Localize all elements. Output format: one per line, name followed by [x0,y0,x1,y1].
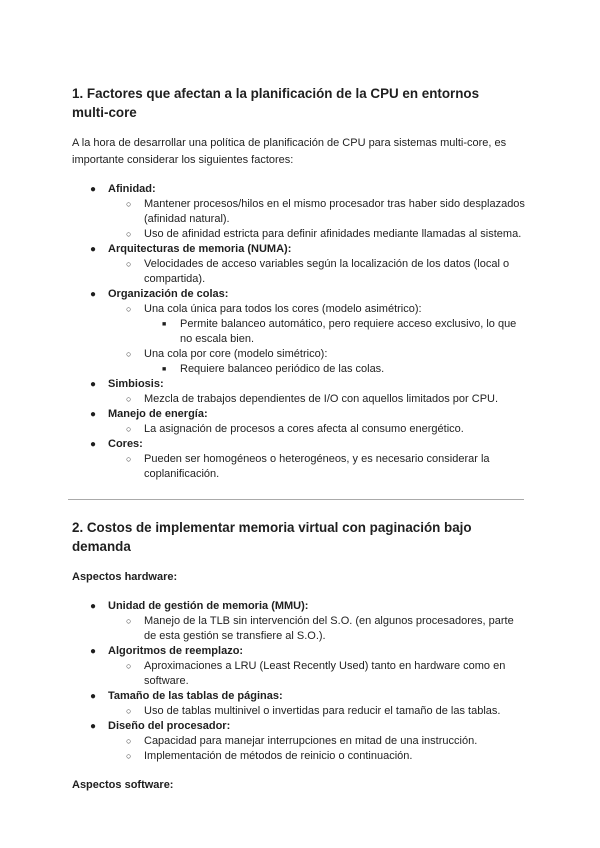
list-item [72,362,528,377]
list-item [72,734,528,749]
bullet-circle-icon: ○ [126,454,132,464]
list-item [72,422,528,437]
list-item [72,302,528,317]
document-body [72,84,528,793]
list-item-label: Simbiosis: [108,378,164,390]
list-item-label: Organización de colas: [108,288,229,300]
list-item-text: La asignación de procesos a cores afecta al consumo energético. [144,423,464,435]
list-item-text: Implementación de métodos de reinicio o continuación. [144,750,413,762]
list-item [72,257,528,287]
list-item-text: Capacidad para manejar interrupciones en mitad de una instrucción. [144,735,478,747]
bullet-circle-icon: ○ [126,304,132,314]
list-item [72,287,528,302]
bullet-disc-icon: ● [90,439,97,450]
list-item [72,689,528,704]
list-item-text: Pueden ser homogéneos o heterogéneos, y es necesario considerar la coplanificación. [144,453,490,480]
list-item [72,749,528,764]
hardware-list [72,599,528,764]
list-item-label: Algoritmos de reemplazo: [108,645,244,657]
software-heading: Aspectos software: [72,779,174,791]
bullet-circle-icon: ○ [126,661,132,671]
bullet-disc-icon: ● [90,244,97,255]
list-item-label: Manejo de energía: [108,408,208,420]
list-item-label: Arquitecturas de memoria (NUMA): [108,243,292,255]
list-item [72,227,528,242]
section-1-title: 1. Factores que afectan a la planificación de la CPU en entornos multi-core [72,86,480,120]
list-item [72,704,528,719]
list-item [72,347,528,362]
bullet-circle-icon: ○ [126,736,132,746]
list-item [72,182,528,197]
list-item [72,392,528,407]
bullet-disc-icon: ● [90,691,97,702]
list-item-text: Requiere balanceo periódico de las colas. [180,363,385,375]
list-item-text: Uso de tablas multinivel o invertidas para reducir el tamaño de las tablas. [144,705,501,717]
bullet-circle-icon: ○ [126,199,132,209]
list-item-text: Manejo de la TLB sin intervención del S.O. (en algunos procesadores, parte de esta gestión se transfiere al S.O.). [144,615,514,642]
list-item-text: Aproximaciones a LRU (Least Recently Used) tanto en hardware como en software. [144,660,506,687]
list-item [72,659,528,689]
bullet-circle-icon: ○ [126,349,132,359]
list-item [72,242,528,257]
section-1-intro: A la hora de desarrollar una política de planificación de CPU para sistemas multi-core, es importante considerar los siguientes factores: [72,137,507,166]
list-item [72,197,528,227]
list-item [72,407,528,422]
list-item [72,614,528,644]
bullet-disc-icon: ● [90,379,97,390]
bullet-disc-icon: ● [90,721,97,732]
bullet-circle-icon: ○ [126,424,132,434]
list-item-text: Mezcla de trabajos dependientes de I/O con aquellos limitados por CPU. [144,393,499,405]
list-item [72,437,528,452]
bullet-square-icon: ■ [162,366,167,373]
list-item-label: Tamaño de las tablas de páginas: [108,690,283,702]
section-divider [68,499,524,500]
list-item-label: Unidad de gestión de memoria (MMU): [108,600,309,612]
section-2-title: 2. Costos de implementar memoria virtual con paginación bajo demanda [72,520,472,554]
list-item-text: Velocidades de acceso variables según la localización de los datos (local o compartida). [144,258,510,285]
list-item-text: Permite balanceo automático, pero requiere acceso exclusivo, lo que no escala bien. [180,318,517,345]
bullet-disc-icon: ● [90,184,97,195]
bullet-disc-icon: ● [90,646,97,657]
bullet-circle-icon: ○ [126,616,132,626]
list-item-text: Mantener procesos/hilos en el mismo procesador tras haber sido desplazados (afinidad natural). [144,198,525,225]
list-item [72,452,528,482]
bullet-circle-icon: ○ [126,751,132,761]
list-item-label: Cores: [108,438,143,450]
list-item-text: Una cola por core (modelo simétrico): [144,348,328,360]
list-item [72,377,528,392]
list-item [72,599,528,614]
bullet-disc-icon: ● [90,409,97,420]
list-item-label: Afinidad: [108,183,156,195]
list-item-text: Uso de afinidad estricta para definir afinidades mediante llamadas al sistema. [144,228,522,240]
bullet-circle-icon: ○ [126,706,132,716]
list-item-label: Diseño del procesador: [108,720,231,732]
bullet-disc-icon: ● [90,601,97,612]
factors-list [72,182,528,482]
bullet-disc-icon: ● [90,289,97,300]
list-item [72,317,528,347]
list-item [72,644,528,659]
list-item-text: Una cola única para todos los cores (modelo asimétrico): [144,303,422,315]
hardware-heading: Aspectos hardware: [72,571,178,583]
list-item [72,719,528,734]
bullet-square-icon: ■ [162,321,167,328]
bullet-circle-icon: ○ [126,394,132,404]
bullet-circle-icon: ○ [126,259,132,269]
bullet-circle-icon: ○ [126,229,132,239]
